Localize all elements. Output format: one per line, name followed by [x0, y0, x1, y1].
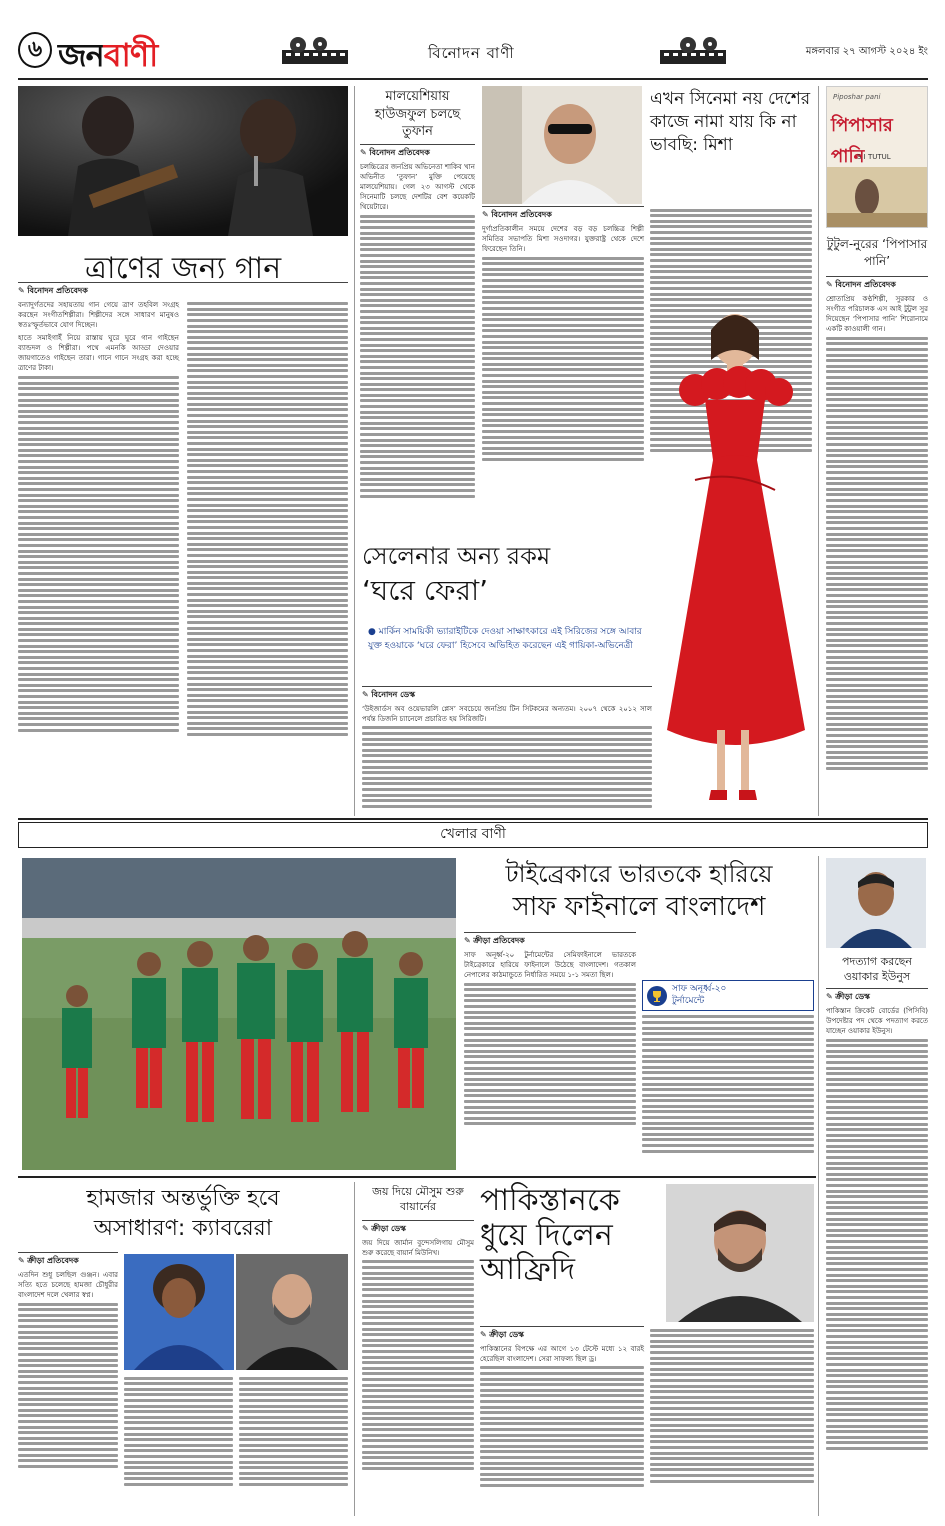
masthead — [18, 30, 928, 80]
column-rule — [818, 86, 819, 816]
afridi-headline — [480, 1184, 660, 1288]
section-divider — [18, 818, 928, 820]
masthead-rule — [18, 78, 928, 80]
column-rule — [354, 86, 355, 816]
issue-date: মঙ্গলবার ২৭ আগস্ট ২০২৪ ইং — [805, 46, 928, 57]
poster-title-small: Piposhar pani — [833, 93, 881, 101]
hamza-body-left — [18, 1252, 118, 1516]
section-divider — [18, 1176, 816, 1178]
story5-headline-line2: ‘ঘরে ফেরা’ — [362, 574, 488, 608]
trophy-icon — [646, 985, 668, 1007]
film-reel-icon — [658, 36, 728, 70]
poster-title: পিপাসার পানি — [831, 115, 893, 167]
page-number: ৬ — [18, 32, 52, 68]
story4-byline: ✎ বিনোদন প্রতিবেদক — [826, 276, 928, 291]
afridi-byline: ✎ ক্রীড়া ডেস্ক — [480, 1326, 644, 1341]
afridi-headline-line1: পাকিস্তানকে — [480, 1183, 620, 1218]
story1-paragraph: বন্যাদুর্গতদের সহায়তায় গান গেয়ে ত্রাণ তহবিল সংগ্রহ করছেন সংগীতশিল্পীরা। শিল্পীদের সঙ্গে সাধারণ মানুষও স্বতঃস্ফূর্তভাবে যোগ দিচ্ছেন। — [18, 300, 179, 329]
afridi-paragraph: পাকিস্তানের বিপক্ষে এর আগে ১৩ টেস্টে মধ্যে ১২ বারই হেরেছিল বাংলাদেশ। সেরা সাফল্য ছিল ড্র। — [480, 1344, 644, 1363]
story5-headline-line1: সেলেনার অন্য রকম — [362, 542, 551, 570]
story1-body — [18, 282, 348, 822]
story3-paragraph: দুর্গাপ্রতিকালীন সময়ে দেশের বড় বড় চলচ্চিত্র শিল্পী সমিতির সভাপতি মিশা সওদাগর। যুক্তরাষ্ট্র থেকে দেশে ফিরেছেন তিনি। — [482, 224, 644, 253]
sports-section-title: খেলার বাণী — [440, 826, 506, 842]
story3-byline: ✎ বিনোদন প্রতিবেদক — [482, 206, 644, 221]
story5-byline: ✎ বিনোদন ডেস্ক — [362, 686, 652, 701]
story2-headline — [360, 88, 475, 141]
misha-photo — [482, 86, 642, 204]
afridi-headline-line3: আফ্রিদি — [480, 1252, 575, 1287]
story4-body — [826, 276, 928, 816]
logo-jon: জন — [58, 36, 104, 74]
story5-deck-text: মার্কিন সাময়িকী ভ্যারাইটিকে দেওয়া সাক্ষাৎকারে এই সিরিজের সঙ্গে আবার যুক্ত হওয়াকে ‘ঘরে ফেরা’ হিসেবে অভিহিত করেছেন এই গায়িকা-অভিনেত্রী — [368, 627, 642, 651]
hamza-body-right — [124, 1374, 348, 1516]
afridi-photo — [666, 1184, 814, 1322]
bayern-byline: ✎ ক্রীড়া ডেস্ক — [362, 1220, 474, 1235]
selena-photo — [655, 290, 815, 810]
hamza-byline: ✎ ক্রীড়া প্রতিবেদক — [18, 1252, 118, 1267]
masthead-logo — [58, 30, 157, 84]
poster-artist: S I TUTUL — [857, 153, 891, 161]
bullet-icon: ● — [368, 627, 379, 637]
bayern-headline: জয় দিয়ে মৌসুম শুরু বায়ার্নের — [372, 1185, 464, 1214]
waqar-byline: ✎ ক্রীড়া ডেস্ক — [826, 988, 928, 1003]
story5-deck — [368, 626, 650, 653]
saff-headline-line2: সাফ ফাইনালে বাংলাদেশ — [512, 892, 766, 923]
hamza-headline-line1: হামজার অন্তর্ভুক্তি হবে — [86, 1186, 280, 1211]
afridi-body — [480, 1326, 814, 1516]
saff-badge-line1: সাফ অনূর্ধ্ব-২০ — [672, 984, 727, 994]
story1-byline: ✎ বিনোদন প্রতিবেদক — [18, 282, 348, 297]
story1-paragraph: হাতে সমাইগাইঁ নিয়ে রাস্তায় ঘুরে ঘুরে গান গাইছেন ব্যান্ডদল ও শিল্পীরা। পথে এমনকি আড্ডা দেওয়ার জায়গাতেও গাইছেন তারা। গানে গানে সংগ্রহ করা হচ্ছে ত্রাণের টাকা। — [18, 334, 179, 373]
logo-bani: বাণী — [103, 36, 158, 74]
saff-badge-line2: টুর্নামেন্টে — [672, 995, 705, 1006]
bayern-paragraph: জয় দিয়ে জার্মান বুন্দেসলিগায় মৌসুম শুরু করেছে বায়ার্ন মিউনিখ। — [362, 1238, 474, 1257]
film-reel-icon — [280, 36, 350, 70]
section-title: বিনোদন বাণী — [428, 44, 515, 62]
waqar-headline-line2: ওয়াকার ইউনুস — [843, 970, 911, 984]
column-rule — [818, 856, 819, 1516]
story2-byline: ✎ বিনোদন প্রতিবেদক — [360, 144, 475, 159]
saff-byline: ✎ ক্রীড়া প্রতিবেদক — [464, 932, 636, 947]
story1-headline: ত্রাণের জন্য গান — [84, 251, 282, 286]
football-team-photo — [22, 858, 456, 1170]
saff-body — [464, 932, 814, 1170]
waqar-paragraph: পাকিস্তান ক্রিকেট বোর্ডের (পিসিবি) উপদেষ্টার পদ থেকে পদত্যাগ করতে যাচ্ছেন ওয়াকার ইউনুস। — [826, 1006, 928, 1035]
story2-paragraph: চলচ্চিত্রের জনপ্রিয় অভিনেতা শাকিব খান অভিনীত ‘তুফান’ মুক্তি পেয়েছে মালয়েশিয়ায়। গেল ২৩ আগস্ট থেকে সিনেমাটি চলছে দেশটির বেশ কয়েকটি থিয়েটারে। — [360, 162, 475, 212]
hamza-headline-line2: অসাধারণ: ক্যাবরেরা — [93, 1215, 273, 1241]
cabrera-photo — [236, 1254, 348, 1370]
saff-paragraph: সাফ অনূর্ধ্ব-২০ টুর্নামেন্টের সেমিফাইনালে ভারতকে টাইব্রেকারে হারিয়ে ফাইনালে উঠেছে বাংলাদেশ। গতকাল নেপালের কাঠমান্ডুতে নির্ধারিত সময়ে ১-১ সমতা ছিল। — [464, 950, 636, 979]
poster-image — [826, 86, 928, 228]
hamza-headline — [18, 1184, 348, 1243]
waqar-headline — [826, 954, 928, 985]
waqar-photo — [826, 858, 926, 948]
story4-headline: টুটুল-নুরের ‘পিপাসার পানি’ — [826, 237, 928, 268]
waqar-body — [826, 988, 928, 1516]
story5-paragraph: ‘উইজার্ডস অব ওয়েভারলি প্লেস’ সবচেয়ে জনপ্রিয় টিন সিটকমের অন্যতম। ২০০৭ থেকে ২০১২ সাল পর্যন্ত ডিজনি চ্যানেলে প্রচারিত হয় সিরিজটি। — [362, 704, 652, 723]
story3-headline: এখন সিনেমা নয় দেশের কাজে নামা যায় কি না ভাবছি: মিশা — [650, 89, 811, 155]
sports-section-bar — [18, 822, 928, 848]
saff-headline — [464, 858, 814, 925]
story5-body — [362, 686, 652, 816]
hamza-photo — [124, 1254, 234, 1370]
column-rule — [354, 1182, 355, 1516]
story2-headline-text: মালয়েশিয়ায় হাউজফুল চলছে তুফান — [374, 89, 461, 140]
afridi-headline-line2: ধুয়ে দিলেন — [480, 1217, 613, 1253]
saff-badge — [642, 980, 814, 1011]
story2-body — [360, 144, 475, 584]
story4-paragraph: শ্রোতাপ্রিয় কণ্ঠশিল্পী, সুরকার ও সংগীত পরিচালক এস আই টুটুল সুর দিয়েছেন ‘পিপাসার পানি’ শিরোনামে একটি কাওয়ালী গান। — [826, 294, 928, 334]
concert-photo — [18, 86, 348, 236]
story5-headline — [362, 540, 652, 610]
hamza-paragraph: এতদিন শুধু চলছিল গুঞ্জন। এবার সত্যি হতে চলেছে হামজা চৌধুরীর বাংলাদেশ দলে খেলার স্বপ্ন। — [18, 1270, 118, 1299]
waqar-headline-line1: পদত্যাগ করছেন — [842, 955, 912, 968]
bayern-body — [362, 1220, 474, 1516]
saff-headline-line1: টাইব্রেকারে ভারতকে হারিয়ে — [505, 860, 773, 888]
